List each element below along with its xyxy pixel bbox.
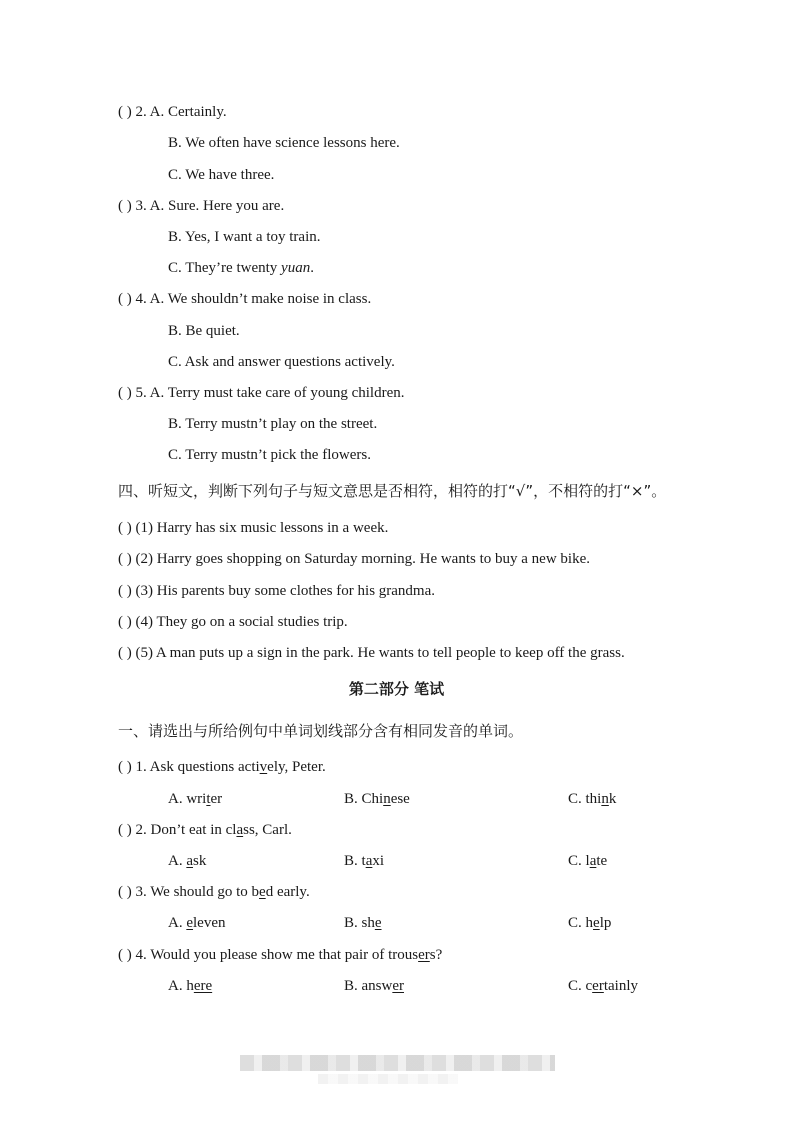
wq3-c-end: lp [599,915,612,931]
wq3-text-end: d early. [265,884,310,900]
wq4-text-end: s? [429,947,443,963]
q2-option-c: C. We have three. [168,167,275,183]
wq1-option-c [568,789,616,809]
judge-item-2: ( ) (2) Harry goes shopping on Saturday morning. He wants to buy a new bike. [118,551,590,567]
blurred-footer-watermark [240,1055,555,1071]
wq1-option-b [344,789,410,809]
wq2-text: ( ) 2. Don’t eat in cl [118,822,237,838]
wq3-b-underlined: e [374,915,382,931]
wq4-text: ( ) 4. Would you please show me that pair of trous [118,947,419,963]
wq3-a-end: leven [193,915,226,931]
wq4-a-underlined: ere [193,978,213,994]
wq2-option-a [168,851,206,871]
wq2-b-underlined: a [365,853,373,869]
wq2-a-end: sk [193,853,207,869]
wq1-option-a [168,789,222,809]
q3-stem: ( ) 3. A. Sure. Here you are. [118,198,285,214]
written-section1-instruction: 一、请选出与所给例句中单词划线部分含有相同发音的单词。 [118,722,524,740]
wq2-option-c [568,851,607,871]
judge-item-5: ( ) (5) A man puts up a sign in the park. He wants to tell people to keep off the grass. [118,645,625,661]
wq4-option-b [344,976,404,996]
wq1-c-underlined: n [601,791,609,807]
wq1-b-text: B. Chi [344,791,384,807]
wq2-c-text: C. l [568,853,590,869]
wq4-option-a [168,976,212,996]
q4-option-b: B. Be quiet. [168,323,240,339]
wq4-option-c [568,976,638,996]
wq3-b-text: B. sh [344,915,375,931]
wq3-c-underlined: e [593,915,600,931]
wq3-c-text: C. h [568,915,594,931]
wq1-c-text: C. thi [568,791,602,807]
wq1-stem [118,757,326,777]
wq4-stem [118,945,442,965]
wq3-a-underlined: e [186,915,194,931]
wq1-b-end: ese [390,791,410,807]
wq1-a-text: A. wri [168,791,207,807]
wq3-option-b [344,913,382,933]
wq3-a-text: A. [168,915,187,931]
wq2-underlined: a [236,822,244,838]
judge-item-3: ( ) (3) His parents buy some clothes for his grandma. [118,583,436,599]
q2-option-b: B. We often have science lessons here. [168,135,400,151]
wq1-text: ( ) 1. Ask questions acti [118,759,260,775]
wq2-b-text: B. t [344,853,366,869]
wq4-c-text: C. c [568,978,593,994]
written-part-title: 第二部分 笔试 [348,680,445,698]
wq3-text: ( ) 3. We should go to b [118,884,260,900]
wq1-text-end: ely, Peter. [267,759,326,775]
wq1-underlined: v [259,759,268,775]
wq2-text-end: ss, Carl. [243,822,292,838]
q5-stem: ( ) 5. A. Terry must take care of young children. [118,385,405,401]
wq2-c-end: te [596,853,608,869]
q4-option-c: C. Ask and answer questions actively. [168,354,395,370]
wq1-a-underlined: t [206,791,211,807]
wq4-b-text: B. answ [344,978,393,994]
q3-option-b: B. Yes, I want a toy train. [168,229,321,245]
wq1-a-end: er [210,791,223,807]
wq4-b-underlined: er [392,978,404,994]
wq2-c-underlined: a [589,853,597,869]
q4-stem: ( ) 4. A. We shouldn’t make noise in class. [118,291,372,307]
judge-item-4: ( ) (4) They go on a social studies trip. [118,614,348,630]
q5-option-c: C. Terry mustn’t pick the flowers. [168,447,371,463]
wq2-a-text: A. [168,853,187,869]
blurred-footer-watermark-sub [318,1074,458,1084]
q5-option-b: B. Terry mustn’t play on the street. [168,416,378,432]
q3-option-c [168,258,314,278]
q2-stem: ( ) 2. A. Certainly. [118,104,227,120]
q3-option-c-text: C. They’re twenty [168,260,282,276]
wq2-b-end: xi [372,853,385,869]
judge-item-1: ( ) (1) Harry has six music lessons in a week. [118,520,389,536]
wq1-b-underlined: n [383,791,391,807]
section4-instruction: 四、听短文，判断下列句子与短文意思是否相符，相符的打“√”，不相符的打“×”。 [118,482,667,500]
wq3-stem [118,882,310,902]
wq2-a-underlined: a [186,853,194,869]
wq1-c-end: k [608,791,617,807]
wq4-c-underlined: er [592,978,604,994]
wq4-underlined: er [418,947,430,963]
wq4-c-end: tainly [603,978,638,994]
q3-option-c-end: . [310,260,314,276]
wq3-underlined: e [259,884,266,900]
wq3-option-c [568,913,611,933]
wq2-option-b [344,851,384,871]
wq4-a-text: A. h [168,978,194,994]
wq3-option-a [168,913,226,933]
q3-option-c-italic: yuan [281,260,311,276]
wq2-stem [118,820,292,840]
